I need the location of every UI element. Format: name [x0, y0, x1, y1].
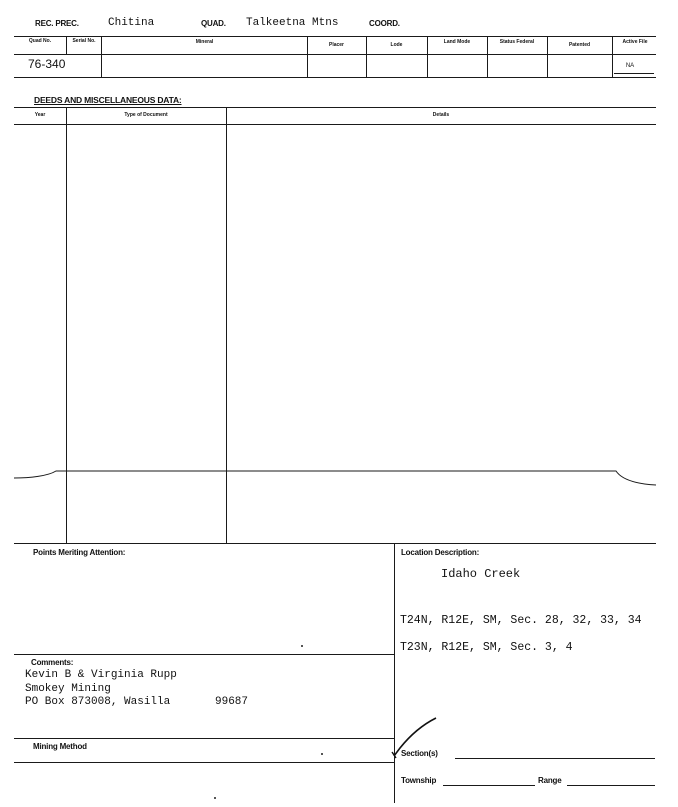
active-file-underline — [614, 73, 654, 74]
col-status-federal: Status Federal — [499, 39, 535, 45]
location-line-2: T23N, R12E, SM, Sec. 3, 4 — [400, 641, 573, 654]
col-active-file: Active File — [622, 39, 648, 45]
lower-center-divider — [394, 543, 395, 803]
scan-speck — [214, 797, 216, 799]
location-label: Location Description: — [401, 548, 480, 557]
deeds-col-year: Year — [34, 112, 46, 118]
rec-prec-value: Chitina — [108, 17, 155, 29]
section-fill-line — [455, 758, 655, 759]
deeds-header-rule — [14, 124, 656, 125]
mining-bottom-rule — [14, 762, 394, 763]
comments-top-rule — [14, 654, 394, 655]
deeds-col-type: Type of Document — [124, 112, 168, 118]
location-line-1: T24N, R12E, SM, Sec. 28, 32, 33, 34 — [400, 614, 642, 627]
col-quad-no: Quad No. — [28, 38, 52, 44]
comments-line-2: Smokey Mining — [25, 683, 111, 695]
quad-label: QUAD. — [201, 19, 226, 28]
points-label: Points Meriting Attention: — [33, 548, 126, 557]
range-label: Range — [538, 776, 562, 785]
col-land-mode: Land Mode — [443, 39, 471, 45]
col-mineral: Mineral — [195, 39, 214, 45]
active-file-mark: NA — [625, 63, 635, 69]
mining-method-label: Mining Method — [33, 742, 87, 751]
scan-speck — [301, 645, 303, 647]
quad-serial-value: 76-340 — [28, 57, 66, 71]
comments-line-3-zip: 99687 — [215, 696, 249, 708]
claim-row-bottom-rule — [14, 77, 656, 78]
scan-speck — [321, 753, 323, 755]
deeds-col-details: Details — [432, 112, 450, 118]
claim-col-div-8 — [612, 36, 613, 77]
deeds-top-rule — [14, 107, 656, 108]
mining-top-rule — [14, 738, 394, 739]
location-name: Idaho Creek — [441, 567, 521, 581]
rec-prec-label: REC. PREC. — [35, 19, 79, 28]
township-fill-line — [443, 785, 535, 786]
deeds-bottom-rule — [14, 543, 656, 544]
col-patented: Patented — [568, 42, 591, 48]
section-label: Section(s) — [401, 749, 438, 758]
claim-col-div-1 — [66, 36, 67, 54]
quad-value: Talkeetna Mtns — [246, 17, 339, 29]
township-label: Township — [401, 776, 437, 785]
deeds-title: DEEDS AND MISCELLANEOUS DATA: — [34, 95, 182, 105]
col-serial-no: Serial No. — [72, 38, 96, 44]
col-lode: Lode — [390, 42, 403, 48]
comments-label: Comments: — [31, 658, 74, 667]
comments-line-1: Kevin B & Virginia Rupp — [25, 669, 177, 681]
claim-header-rule — [14, 54, 656, 55]
coord-label: COORD. — [369, 19, 400, 28]
range-fill-line — [567, 785, 655, 786]
comments-line-3-address: PO Box 873008, Wasilla — [25, 696, 171, 708]
scan-seam — [0, 468, 678, 492]
header-bottom-rule — [14, 36, 656, 37]
col-placer: Placer — [328, 42, 344, 48]
